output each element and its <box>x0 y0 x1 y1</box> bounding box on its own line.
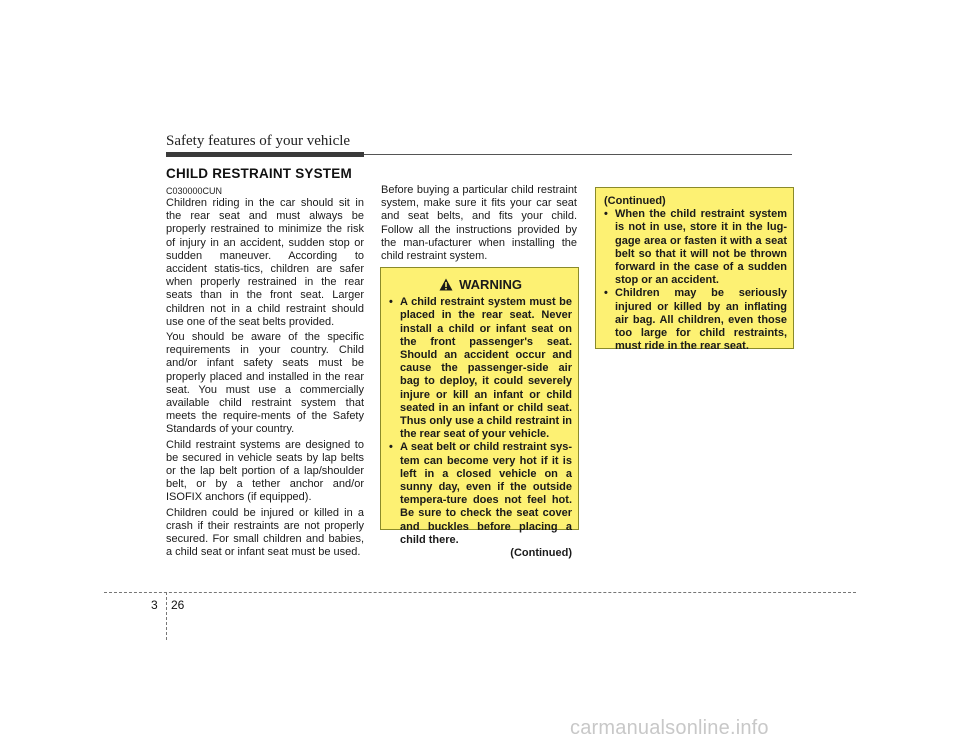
warning-item-text: When the child restraint system is not in use, store it in the lug-gage area or fasten it with a seat belt so that it will not be thrown forward in the case of a sudden stop or an accident. <box>615 208 787 287</box>
warning-item-text: A seat belt or child restraint sys-tem can become very hot if it is left in a closed vehicle on a sunny day, even if the outside tempera-ture does not feel hot. Be sure to check the seat cover and buckles before placing a child there. <box>400 441 572 546</box>
body-paragraph: Child restraint systems are designed to be secured in vehicle seats by lap belts or the lap belt portion of a lap/shoulder belt, or by a tether anchor and/or ISOFIX anchors (if equipped). <box>166 438 364 504</box>
warning-item-text: A child restraint system must be placed in the rear seat. Never install a child or infant seat on the front passenger's seat. Should an accident occur and cause the passenger-side air bag to deploy, it could severely injure or kill an infant or child seated in an infant or child seat. Thus only use a child restraint in the rear seat of your vehicle. <box>400 296 572 441</box>
chapter-number: 3 <box>151 598 158 612</box>
warning-label: WARNING <box>459 277 522 292</box>
footer-divider <box>166 592 167 640</box>
warning-triangle-icon <box>439 278 453 295</box>
continued-label: (Continued) <box>604 195 666 207</box>
warning-box-continued <box>595 187 794 353</box>
continued-label: (Continued) <box>510 547 572 560</box>
warning-item <box>604 287 787 353</box>
bullet: • <box>389 296 393 309</box>
warning-list <box>389 296 572 547</box>
warning-box <box>380 267 579 560</box>
body-column-left <box>166 197 364 561</box>
warning-heading <box>389 278 572 295</box>
section-title: CHILD RESTRAINT SYSTEM <box>166 166 352 181</box>
header-bar <box>166 152 364 157</box>
section-code: C030000CUN <box>166 186 223 196</box>
watermark: carmanualsonline.info <box>570 717 769 739</box>
body-column-middle <box>381 184 577 265</box>
bullet: • <box>604 208 608 221</box>
bullet: • <box>604 287 608 300</box>
page-number: 26 <box>171 598 185 612</box>
warning-list <box>604 208 787 353</box>
bullet: • <box>389 441 393 454</box>
body-paragraph: You should be aware of the specific requirements in your country. Child and/or infant safety seats must be properly placed and installed in the rear seat. You must use a commercially available child restraint system that meets the require-ments of the Safety Standards of your country. <box>166 331 364 436</box>
warning-item-text: Children may be seriously injured or killed by an inflating air bag. All children, even those too large for child restraints, must ride in the rear seat. <box>615 287 787 353</box>
warning-item <box>389 441 572 547</box>
body-paragraph: Before buying a particular child restraint system, make sure it fits your car seat and seat belts, and fits your child. Follow all the instructions provided by the man-ufacturer when installing the child restraint system. <box>381 184 577 263</box>
footer-rule <box>104 592 856 593</box>
header-rule <box>364 154 792 155</box>
header-title: Safety features of your vehicle <box>166 133 351 149</box>
body-paragraph: Children riding in the car should sit in the rear seat and must always be properly restrained to minimize the risk of injury in an accident, sudden stop or sudden maneuver. According to accident statis-tics, children are safer when properly restrained in the rear seats than in the front seat. Larger children not in a child restraint should use one of the seat belts provided. <box>166 197 364 328</box>
body-paragraph: Children could be injured or killed in a crash if their restraints are not properly secured. For small children and babies, a child seat or infant seat must be used. <box>166 506 364 559</box>
warning-item <box>389 296 572 441</box>
warning-item <box>604 208 787 287</box>
